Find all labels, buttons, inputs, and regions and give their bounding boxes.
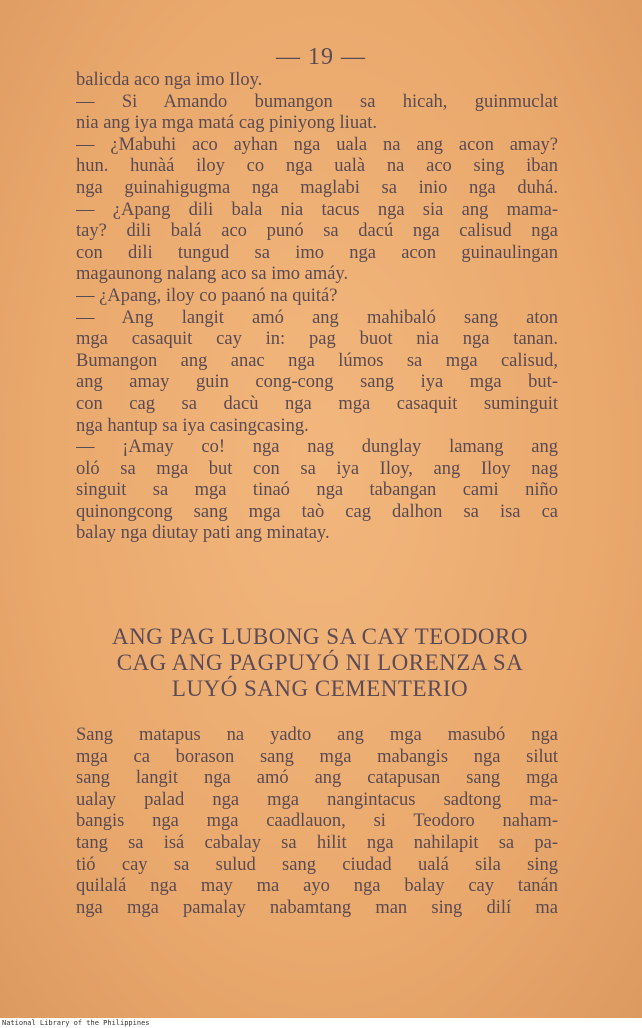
block-1-line: nia ang iya mga matá cag piniyong liuat. (76, 113, 378, 134)
block-2-line: bangis nga mga caadlauon, si Teodoro naham- (76, 811, 558, 832)
block-1-line: tay? dili balá aco punó sa dacú nga calisud nga (76, 221, 558, 242)
block-1-line: — ¿Apang dili bala nia tacus nga sia ang mama- (76, 199, 558, 220)
library-credit: National Library of the Philippines (2, 1019, 150, 1027)
block-1-line: — ¿Mabuhi aco ayhan nga uala na ang acon amay? (76, 134, 558, 155)
block-2-line: nga mga pamalay nabamtang man sing dilí ma (76, 897, 558, 918)
chapter-heading (60, 624, 580, 702)
block-1-line: — ¿Apang, iloy co paanó na quitá? (76, 285, 338, 306)
heading-line: CAG ANG PAGPUYÓ NI LORENZA SA (116, 650, 524, 675)
block-1-line: — Ang langit amó ang mahibaló sang aton (76, 307, 558, 328)
text-block-lower (76, 725, 558, 919)
heading-line: ANG PAG LUBONG SA CAY TEODORO (111, 624, 528, 649)
block-1-line: nga hantup sa iya casingcasing. (76, 415, 309, 436)
block-2-line: tió cay sa sulud sang ciudad ualá sila sing (76, 854, 558, 875)
block-1-line: con cag sa dacù nga mga casaquit suminguit (76, 393, 558, 414)
block-1-line: Bumangon ang anac nga lúmos sa mga calisud, (76, 350, 558, 371)
block-1-line: mga casaquit cay in: pag buot nia nga tanan. (76, 329, 558, 350)
block-2-line: Sang matapus na yadto ang mga masubó nga (76, 725, 558, 745)
text-block-upper (76, 70, 558, 545)
block-1-line: quinongcong sang mga taò cag dalhon sa isa ca (76, 501, 558, 522)
block-2-line: ualay palad nga mga nangintacus sadtong ma- (76, 789, 558, 810)
block-1-line: con dili tungud sa imo nga acon guinaulingan (76, 242, 558, 263)
block-1-line: oló sa mga but con sa iya Iloy, ang Iloy nag (76, 458, 558, 479)
block-1-line: hun. hunàá iloy co nga ualà na aco sing iban (76, 156, 558, 177)
block-1-line: — Si Amando bumangon sa hicah, guinmuclat (76, 91, 558, 112)
block-1-line: balicda aco nga imo Iloy. (76, 70, 263, 90)
block-2-line: tang sa isá cabalay sa hilit nga nahilapit sa pa- (76, 832, 558, 853)
block-1-line: nga guinahigugma nga maglabi sa inio nga duhá. (76, 177, 558, 198)
block-1-line: magaunong nalang aco sa imo amáy. (76, 264, 349, 285)
block-2-line: sang langit nga amó ang catapusan sang mga (76, 768, 558, 789)
heading-line: LUYÓ SANG CEMENTERIO (171, 676, 469, 701)
block-2-line: mga ca borason sang mga mabangis nga silut (76, 746, 558, 767)
block-1-line: balay nga diutay pati ang minatay. (76, 523, 330, 544)
block-1-line: — ¡Amay co! nga nag dunglay lamang ang (76, 437, 558, 458)
page-number: — 19 — (276, 44, 366, 70)
footer-bar (0, 1018, 642, 1028)
block-1-line: singuit sa mga tinaó nga tabangan cami niño (76, 480, 558, 501)
block-1-line: ang amay guin cong-cong sang iya mga but- (76, 372, 558, 393)
block-2-line: quilalá nga may ma ayo nga balay cay tanán (76, 876, 558, 897)
